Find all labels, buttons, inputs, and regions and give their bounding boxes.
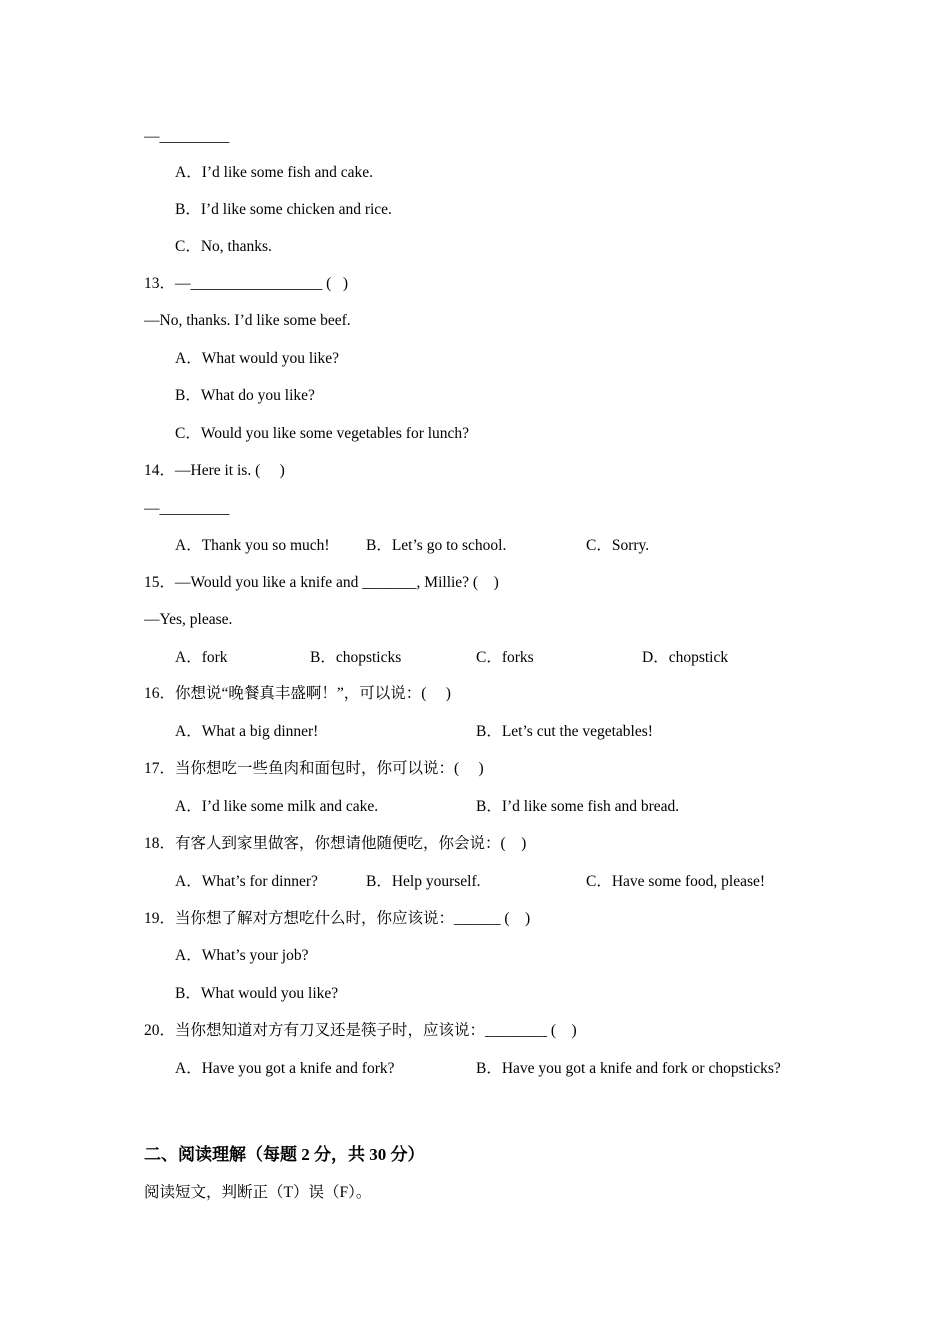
q13-option-a: A．What would you like? <box>175 350 340 367</box>
q12-option-c: C．No, thanks. <box>175 238 272 255</box>
q18-option-b: B．Help yourself. <box>366 873 481 890</box>
q15-option-a: A．fork <box>175 649 228 666</box>
q15-reply: —Yes, please. <box>144 611 233 628</box>
q13-reply: —No, thanks. I’d like some beef. <box>144 312 351 329</box>
q18-stem: 18．有客人到家里做客，你想请他随便吃，你会说：( ) <box>144 835 527 852</box>
q14-option-a: A．Thank you so much! <box>175 537 330 554</box>
q17-option-b: B．I’d like some fish and bread. <box>476 798 680 815</box>
q15-option-b: B．chopsticks <box>310 649 402 666</box>
q16-option-a: A．What a big dinner! <box>175 723 319 740</box>
q18-option-a: A．What’s for dinner? <box>175 873 318 890</box>
q16-stem: 16．你想说“晚餐真丰盛啊！”，可以说：( ) <box>144 685 451 702</box>
q19-option-a: A．What’s your job? <box>175 947 309 964</box>
q17-stem: 17．当你想吃一些鱼肉和面包时，你可以说：( ) <box>144 760 484 777</box>
q17-option-a: A．I’d like some milk and cake. <box>175 798 379 815</box>
q13-stem: 13．—_________________ ( ) <box>144 275 349 292</box>
q14-option-b: B．Let’s go to school. <box>366 537 507 554</box>
q14-answer-blank: —_________ <box>144 500 230 517</box>
q20-option-b: B．Have you got a knife and fork or chopsticks? <box>476 1060 781 1077</box>
q20-option-a: A．Have you got a knife and fork? <box>175 1060 395 1077</box>
q12-option-a: A．I’d like some fish and cake. <box>175 164 373 181</box>
q14-option-c: C．Sorry. <box>586 537 650 554</box>
q20-stem: 20．当你想知道对方有刀叉还是筷子时，应该说：________ ( ) <box>144 1022 577 1039</box>
q13-option-c: C．Would you like some vegetables for lunch? <box>175 425 470 442</box>
q15-option-d: D．chopstick <box>642 649 729 666</box>
section-title-reading: 二、阅读理解（每题 2 分，共 30 分） <box>144 1145 425 1164</box>
q18-option-c: C．Have some food, please! <box>586 873 766 890</box>
section-instruction: 阅读短文，判断正（T）误（F）。 <box>144 1184 372 1201</box>
q12-option-b: B．I’d like some chicken and rice. <box>175 201 392 218</box>
q16-option-b: B．Let’s cut the vegetables! <box>476 723 653 740</box>
q19-stem: 19．当你想了解对方想吃什么时，你应该说：______ ( ) <box>144 910 531 927</box>
q15-stem: 15．—Would you like a knife and _______, Millie? ( ) <box>144 574 499 591</box>
q14-stem: 14．—Here it is. ( ) <box>144 462 285 479</box>
q13-option-b: B．What do you like? <box>175 387 315 404</box>
q19-option-b: B．What would you like? <box>175 985 339 1002</box>
q12-answer-blank: —_________ <box>144 128 230 145</box>
q15-option-c: C．forks <box>476 649 534 666</box>
